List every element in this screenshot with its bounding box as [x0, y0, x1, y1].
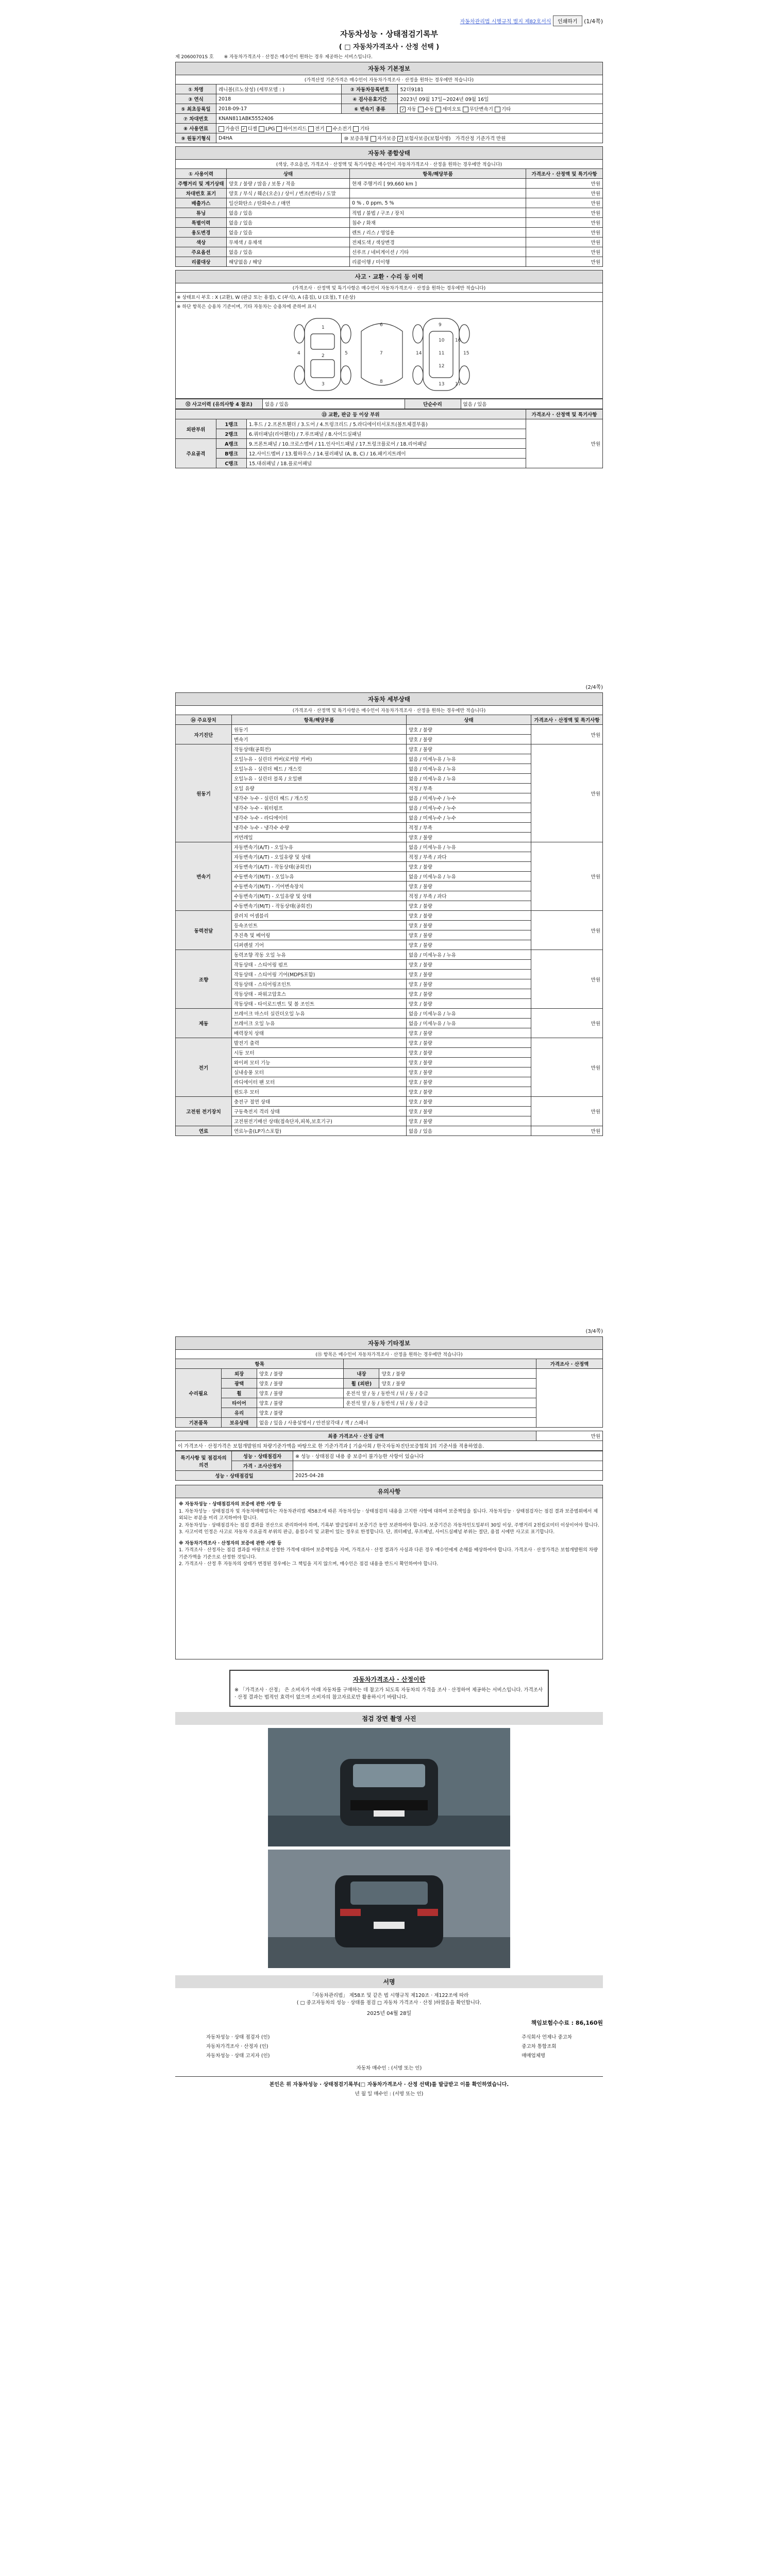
checkbox-icon[interactable]	[353, 126, 359, 132]
item-label: 수동변속기(M/T) - 기어변속장치	[232, 882, 407, 891]
table-row	[176, 1126, 603, 1136]
diagram-label: 6	[380, 323, 383, 328]
inspection-photo-front	[268, 1728, 510, 1846]
print-button[interactable]: 인쇄하기	[553, 15, 582, 26]
checkbox-icon[interactable]	[276, 126, 282, 132]
inspect-period: 2023년 09월 17일~2024년 09월 16일	[398, 94, 603, 104]
item-label: 오일누유 - 실린더 헤드 / 개스킷	[232, 764, 407, 774]
form-notice: ※ 자동차가격조사 · 산정은 매수인이 원하는 경우 제공하는 서비스입니다.	[224, 55, 373, 60]
page-number: (3/4쪽)	[585, 1329, 603, 1334]
checkbox-icon[interactable]	[418, 107, 424, 112]
item-state: 양호 / 불량	[407, 1028, 531, 1038]
checkbox-icon[interactable]: ✓	[400, 107, 406, 112]
diagram-label: 11	[439, 351, 445, 356]
item-state: 양호 / 불량	[407, 882, 531, 891]
device-label: 제동	[176, 1009, 232, 1038]
item-label: 냉각수 누수 - 워터펌프	[232, 803, 407, 813]
warranty-options: ⑩ 보증유형 자가보증 ✓ 보험사보증(보험사명) 가격산정 기준가격 만원	[342, 133, 603, 143]
item-price: 만원	[531, 725, 603, 744]
exchange-table: ⑬ 교환, 판금 등 이상 부위 가격조사 · 산정액 및 특기사항 외판부위 1랭크 1.후드 / 2.프론트휀더 / 3.도어 / 4.트렁크리드 / 5.라디에이터서포트(볼트체결부품) 만원 2랭크 6.쿼터패널(리어휀더) / 7.루프패널 / 8.사이드실패널 주요골격 A랭크 9.프론트패널 / 10.크로스멤버 / 11.인사이드패널 / 17.트렁크플로어 / 18.리어패널 B랭크 12.사이드멤버 / 13.휠하우스 / 14.필러패널 (A, B, C) / 16.패키지트레이 C랭크 15.대쉬패널 / 18.플로어패널	[175, 409, 603, 468]
item-label: 작동상태 - 스티어링조인트	[232, 979, 407, 989]
label: ⑧ 사용연료	[176, 124, 216, 133]
item-state: 양호 / 불량	[407, 940, 531, 950]
label: ④ 검사유효기간	[342, 94, 398, 104]
section-notice: 유의사항	[175, 1485, 603, 1498]
item-label: 작동상태(공회전)	[232, 744, 407, 754]
device-label: 고전원 전기장치	[176, 1097, 232, 1126]
item-state: 양호 / 불량	[407, 1048, 531, 1058]
diagram-label: 2	[322, 353, 325, 359]
car-outline-icon	[176, 311, 602, 398]
label: ⑤ 최초등록일	[176, 104, 216, 114]
checkbox-icon[interactable]	[219, 126, 224, 132]
table-row: C랭크 15.대쉬패널 / 18.플로어패널	[176, 459, 603, 468]
table-row	[176, 1097, 603, 1107]
item-label: 작동상태 - 파워고압호스	[232, 989, 407, 999]
table-row	[176, 950, 603, 960]
label: ② 자동차등록번호	[342, 84, 398, 94]
inspection-photo-rear	[268, 1850, 510, 1968]
table-row: 특별이력 없음 / 있음 침수 / 화재 만원	[176, 218, 603, 228]
car-name: 레니볼(르노삼성) (세부모델 : )	[216, 84, 342, 94]
form-number: 제 20600701S 호	[175, 55, 214, 60]
diagram-label: 9	[439, 323, 442, 328]
item-price: 만원	[531, 842, 603, 911]
price-info-box: 자동차가격조사 · 산정이란 ※ 「가격조사 · 산정」 은 소비자가 아래 자동차를 구매하는 데 참고가 되도록 자동차의 가격을 조사 · 산정하여 제공하는 서비스입니다. 가격조사 · 산정 결과는 법적인 효력이 없으며 소비자의 참고자료로만 활용하시기 바랍니다.	[229, 1670, 549, 1707]
item-label: 냉각수 누수 - 냉각수 수량	[232, 823, 407, 833]
item-state: 없음 / 미세누수 / 누수	[407, 813, 531, 823]
item-state: 양호 / 불량	[407, 921, 531, 930]
item-label: 수동변속기(M/T) - 작동상태(공회전)	[232, 901, 407, 911]
item-state: 양호 / 불량	[407, 1058, 531, 1067]
table-row: 튜닝 없음 / 있음 적법 / 불법 / 구조 / 장치 만원	[176, 208, 603, 218]
fee: 책임보험수수료 : 86,160원	[531, 2019, 603, 2026]
item-state: 양호 / 불량	[407, 862, 531, 872]
item-state: 없음 / 미세누수 / 누수	[407, 793, 531, 803]
item-label: 자동변속기(A/T) - 오일누유	[232, 842, 407, 852]
item-label: 냉각수 누수 - 실린더 헤드 / 개스킷	[232, 793, 407, 803]
item-state: 양호 / 불량	[407, 911, 531, 921]
sign-date: 2025년 04월 28일	[366, 2010, 412, 2016]
accident-legend-2: ※ 하단 항목은 승용차 기준이며, 기타 자동차는 승용차에 준하여 표시	[175, 301, 603, 311]
item-state: 적정 / 부족 / 과다	[407, 852, 531, 862]
label: ③ 연식	[176, 94, 216, 104]
item-price: 만원	[531, 1097, 603, 1126]
item-state: 없음 / 미세누유 / 누유	[407, 872, 531, 882]
diagram-label: 10	[439, 338, 445, 343]
table-row: 기본품목 보유상태 없음 / 있음 / 사용설명서 / 안전삼각대 / 잭 / 스패너	[176, 1418, 603, 1428]
item-label: 자동변속기(A/T) - 작동상태(공회전)	[232, 862, 407, 872]
table-row: 차대번호 표기 양호 / 부식 / 훼손(오손) / 상이 / 변조(변타) / 도말 만원	[176, 189, 603, 198]
item-label: 오일누유 - 실린더 블록 / 오일팬	[232, 774, 407, 784]
label: ① 차명	[176, 84, 216, 94]
table-row: 리콜대상 해당없음 / 해당 리콜이행 / 미이행 만원	[176, 257, 603, 267]
diagram-label: 14	[416, 351, 422, 356]
item-price: 만원	[531, 1009, 603, 1038]
item-state: 양호 / 불량	[407, 1107, 531, 1116]
item-state: 적정 / 부족 / 과다	[407, 891, 531, 901]
item-state: 양호 / 불량	[407, 1087, 531, 1097]
item-label: 구동축전지 격리 상태	[232, 1107, 407, 1116]
car-diagram	[175, 311, 603, 399]
etc-table: 항목 가격조사 · 산정액 수리필요 외장 양호 / 불량 내장 양호 / 불량 광택 양호 / 불량 휠 (외판) 양호 / 불량 휠 양호 / 불량 운전석 앞 / 동 / 동반석 / 뒤 / 동 / 응급 타이어 양호 / 불량 운전석 앞 / 동 / 동반석 / 뒤 / 동 / 응급 유리 양호 / 불량 기본품목 보유상태 없음 / 있음 / 사용설명서 / 안전삼각대 / 잭 / 스패너	[175, 1359, 603, 1428]
table-row	[176, 744, 603, 754]
item-label: 자동변속기(A/T) - 오일유량 및 상태	[232, 852, 407, 862]
item-state: 없음 / 미세누유 / 누유	[407, 764, 531, 774]
checkbox-icon[interactable]	[463, 107, 468, 112]
page-2	[175, 683, 603, 1136]
item-price: 만원	[531, 1038, 603, 1097]
item-price: 만원	[531, 744, 603, 842]
first-reg: 2018-09-17	[216, 104, 342, 114]
page-3: (3/4쪽) 자동차 기타정보 (⑮ 항목은 매수인이 자동차가격조사 · 산정을 원하는 경우에만 적습니다) 항목 가격조사 · 산정액 수리필요 외장 양호 / 불량 내장 양호 / 불량 광택 양호 / 불량 휠 (외판) 양호 / 불량 휠 양호 / 불량 운전석 앞 / 동 / 동반석 / 뒤 / 동 / 응급 타이어 양호 / 불량 운전석 앞 / 동 / 동반석 / 뒤 / 동 / 응급 유리 양호 / 불량 기본품목 보유상태 없음 / 있음 / 사용설명서 / 안전삼각대 / 잭 / 스패너 최종 가격조사 · 산정 금액 만원 이 가격조사 · 산정가격은 보험개발원의 차량기준가액을 바탕으로 한 기준가격과 [ 기술사회 / 한국자동차진단보증협회 ]의 기준서를 적용하였음. 특기사항 및 점검자의 의견 성능 · 상태점검자 ※ 성능 · 상태점검 내용 중 보증이 불가능한 사항이 있습니다 가격 · 조사산정자 성능 · 상태점검일 2025-04-28 유의사항 ※ 자동차성능 · 상태점검자의 보증에 관한 사항 등 1. 자동차성능 · 상태점검자 및 자동차매매업자는 자동차관리법 제58조에 따른 자동차성능 · 상태점검의 내용을 고지한 사항에 대하여 보증책임을 집니다. 자동차성능 · 상태점검자는 점검 결과 보증범위에서 제외되는 부분을 미리 고지하여야 합니다. 2. 자동차성능 · 상태점검자는 점검 결과를 전산으로 관리하여야 하며, 기록부 발급일부터 보증기간 동안 보관하여야 합니다. 보증기간은 자동차인도일부터 30일 이상, 주행거리 2천킬로미터 이상이어야 합니다. 3. 사고이력 인정은 사고로 자동차 주요골격 부위의 판금, 용접수리 및 교환이 있는 경우로 한정합니다. 단, 쿼터패널, 루프패널, 사이드실패널 부위는 절단, 용접 시에만 사고로 표기합니다. ※ 자동차가격조사 · 산정자의 보증에 관한 사항 등 1. 가격조사 · 산정자는 점검 결과를 바탕으로 산정한 가격에 대하여 보증책임을 지며, 가격조사 · 산정 결과가 사실과 다른 경우 매수인에게 손해를 배상하여야 합니다. 가격조사 · 산정가격은 보험개발원의 차량기준가액을 기준으로 산정한 것입니다. 2. 가격조사 · 산정 후 자동차의 상태가 변경된 경우에는 그 책임을 지지 않으며, 매수인은 점검 내용을 반드시 확인하여야 합니다. 자동차가격조사 · 산정이란 ※ 「가격조사 · 산정」 은 소비자가 아래 자동차를 구매하는 데 참고가 되도록 자동차의 가격을 조사 · 산정하여 제공하는 서비스입니다. 가격조사 · 산정 결과는 법적인 효력이 없으며 소비자의 참고자료로만 활용하시기 바랍니다. 점검 장면 촬영 사진 서명 「자동차관리법」 제58조 및 같은 법 시행규칙 제120조 · 제122조에 따라 ( □ 중고자동차의 성능 · 상태를 점검 □ 자동차 가격조사 · 산정 )하였음을 확인합니다. 2025년 04월 28일 책임보험수수료 : 86,160원 자동차성능 · 상태 점검자 (인) 자동차가격조사 · 산정자 (인) 자동차성능 · 상태 고지자 (인) 주식회사 언제나 중고차 중고차 통합조회 매매업체명 자동차 매수인 : (서명 또는 인) 본인은 위 자동차성능 · 상태점검기록부(□ 자동차가격조사 · 산정 선택)를 발급받고 이를 확인하였습니다. 년 월 일 매수인 : (서명 또는 인)	[175, 1327, 603, 2097]
page-number: (1/4쪽)	[584, 18, 603, 25]
table-row: 주행거리 및 계기상태 양호 / 불량 / 많음 / 보통 / 적음 현재 주행거리 [ 99,660 km ] 만원	[176, 179, 603, 189]
table-row: B랭크 12.사이드멤버 / 13.휠하우스 / 14.필러패널 (A, B, C) / 16.패키지트레이	[176, 449, 603, 459]
item-price: 만원	[531, 911, 603, 950]
item-state: 양호 / 불량	[407, 999, 531, 1009]
item-state: 없음 / 미세누수 / 누수	[407, 803, 531, 813]
col-header: 상태	[227, 169, 350, 179]
year: 2018	[216, 94, 342, 104]
item-label: 동력조향 작동 오일 누유	[232, 950, 407, 960]
diagram-label: 4	[297, 351, 300, 356]
diagram-label: 7	[380, 351, 383, 356]
page-1	[175, 15, 603, 468]
sign-section-title: 서명	[175, 1975, 603, 1988]
item-state: 양호 / 불량	[407, 960, 531, 970]
label: ⑦ 차대번호	[176, 114, 216, 124]
diagram-label: 16	[455, 338, 461, 343]
diagram-label: 17	[455, 382, 461, 387]
item-label: 커먼레일	[232, 833, 407, 842]
col-header: ① 사용이력	[176, 169, 227, 179]
page-number: (2/4쪽)	[585, 685, 603, 690]
basic-note: (가격산정 기준가격은 매수인이 자동차가격조사 · 산정을 원하는 경우에만 적습니다)	[175, 75, 603, 84]
item-state: 없음 / 미세누유 / 누유	[407, 1019, 531, 1028]
checkbox-icon[interactable]	[371, 136, 376, 142]
engine-type: D4HA	[216, 133, 342, 143]
diagram-label: 1	[322, 325, 325, 330]
detail-note: (가격조사 · 산정액 및 특기사항은 매수인이 자동차가격조사 · 산정을 원하는 경우에만 적습니다)	[175, 705, 603, 715]
diagram-label: 12	[439, 364, 445, 369]
table-row: 용도변경 없음 / 있음 렌트 / 리스 / 영업용 만원	[176, 228, 603, 238]
reg-number: 52더9181	[398, 84, 603, 94]
table-row: 유리 양호 / 불량	[176, 1408, 603, 1418]
accident-history-table: ⑫ 사고이력 (유의사항 4 참조) 없음 / 있음 단순수리 없음 / 있음	[175, 399, 603, 409]
item-state: 없음 / 미세누유 / 누유	[407, 774, 531, 784]
item-label: 작동상태 - 타이로드엔드 및 볼 조인트	[232, 999, 407, 1009]
item-state: 양호 / 불량	[407, 930, 531, 940]
photo-section-title: 점검 장면 촬영 사진	[175, 1712, 603, 1725]
item-label: 브레이크 오일 누유	[232, 1019, 407, 1028]
table-row: 타이어 양호 / 불량 운전석 앞 / 동 / 동반석 / 뒤 / 동 / 응급	[176, 1398, 603, 1408]
item-label: 연료누출(LP가스포함)	[232, 1126, 407, 1136]
table-row: 색상 무채색 / 유채색 전체도색 / 색상변경 만원	[176, 238, 603, 247]
status-note: (색상, 주요옵션, 가격조사 · 산정액 및 특기사항은 매수인이 자동차가격조사 · 산정을 원하는 경우에만 적습니다)	[175, 159, 603, 168]
item-state: 양호 / 불량	[407, 1038, 531, 1048]
detail-table: ⑭ 주요장치 항목/해당부품 상태 가격조사 · 산정액 및 특기사항 자기진단 원동기 양호 / 불량 만원 변속기 양호 / 불량 원동기 작동상태(공회전) 양호 / 불량 만원 오일누유 - 실린더 커버(로커암 커버) 없음 / 미세누유 / 누유 오일누유 - 실린더 헤드 / 개스킷 없음 / 미세누유 / 누유 오일누유 - 실린더 블록 / 오일팬 없음 / 미세누유 / 누유 오일 유량 적정 / 부족 냉각수 누수 - 실린더 헤드 / 개스킷 없음 / 미세누수 / 누수 냉각수 누수 - 워터펌프 없음 / 미세누수 / 누수 냉각수 누수 - 라디에이터 없음 / 미세누수 / 누수 냉각수 누수 - 냉각수 수량 적정 / 부족 커먼레일 양호 / 불량 변속기 자동변속기(A/T) - 오일누유 없음 / 미세누유 / 누유 만원 자동변속기(A/T) - 오일유량 및 상태 적정 / 부족 / 과다 자동변속기(A/T) - 작동상태(공회전) 양호 / 불량 수동변속기(M/T) - 오일누유 없음 / 미세누유 / 누유 수동변속기(M/T) - 기어변속장치 양호 / 불량 수동변속기(M/T) - 오일유량 및 상태 적정 / 부족 / 과다 수동변속기(M/T) - 작동상태(공회전) 양호 / 불량 동력전달 클러치 어셈블리 양호 / 불량 만원 등속조인트 양호 / 불량 추진축 및 베어링 양호 / 불량 디퍼렌셜 기어 양호 / 불량 조향 동력조향 작동 오일 누유 없음 / 미세누유 / 누유 만원 작동상태 - 스티어링 펌프 양호 / 불량 작동상태 - 스티어링 기어(MDPS포함) 양호 / 불량 작동상태 - 스티어링조인트 양호 / 불량 작동상태 - 파워고압호스 양호 / 불량 작동상태 - 타이로드엔드 및 볼 조인트 양호 / 불량 제동 브레이크 마스터 실린더오일 누유 없음 / 미세누유 / 누유 만원 브레이크 오일 누유 없음 / 미세누유 / 누유 배력장치 상태 양호 / 불량 전기 발전기 출력 양호 / 불량 만원 시동 모터 양호 / 불량 와이퍼 모터 기능 양호 / 불량 실내송풍 모터 양호 / 불량 라디에이터 팬 모터 양호 / 불량 윈도우 모터 양호 / 불량 고전원 전기장치 충전구 절연 상태 양호 / 불량 만원 구동축전지 격리 상태 양호 / 불량 고전원전기배선 상태(접속단자,피복,보호기구) 양호 / 불량 연료 연료누출(LP가스포함) 없음 / 있음 만원	[175, 715, 603, 1136]
device-label: 조향	[176, 950, 232, 1009]
item-label: 추진축 및 베어링	[232, 930, 407, 940]
item-state: 적정 / 부족	[407, 823, 531, 833]
trans-options: ✓ 자동 수동 세미오토 무단변속기 기타	[398, 104, 603, 114]
item-label: 라디에이터 팬 모터	[232, 1077, 407, 1087]
item-state: 적정 / 부족	[407, 784, 531, 793]
table-row: 주요옵션 없음 / 있음 선루프 / 네비게이션 / 기타 만원	[176, 247, 603, 257]
item-label: 브레이크 마스터 실린더오일 누유	[232, 1009, 407, 1019]
car-photo-icon	[268, 1728, 510, 1846]
form-title: 자동차성능 · 상태점검기록부	[340, 29, 439, 39]
section-basic: 자동차 기본정보	[175, 62, 603, 75]
etc-note: (⑮ 항목은 매수인이 자동차가격조사 · 산정을 원하는 경우에만 적습니다)	[175, 1349, 603, 1359]
item-label: 냉각수 누수 - 라디에이터	[232, 813, 407, 823]
form-subtitle: ( □ 자동차가격조사 · 산정 선택 )	[339, 43, 440, 51]
item-state: 양호 / 불량	[407, 725, 531, 735]
label: ⑥ 변속기 종류	[342, 104, 398, 114]
item-state: 없음 / 미세누유 / 누유	[407, 950, 531, 960]
checkbox-icon[interactable]	[326, 126, 332, 132]
device-label: 변속기	[176, 842, 232, 911]
diagram-label: 5	[345, 351, 348, 356]
item-label: 수동변속기(M/T) - 오일유량 및 상태	[232, 891, 407, 901]
signers: 자동차성능 · 상태 점검자 (인) 자동차가격조사 · 산정자 (인) 자동차성능 · 상태 고지자 (인) 주식회사 언제나 중고차 중고차 통합조회 매매업체명	[206, 2034, 572, 2059]
item-state: 양호 / 불량	[407, 901, 531, 911]
device-label: 전기	[176, 1038, 232, 1097]
status-table	[175, 168, 603, 267]
table-row	[176, 1009, 603, 1019]
item-state: 없음 / 있음	[407, 1126, 531, 1136]
diagram-label: 3	[322, 382, 325, 387]
checkbox-icon[interactable]	[308, 126, 314, 132]
table-row: 배출가스 일산화탄소 / 탄화수소 / 매연 0 % , 0 ppm, 5 % 만원	[176, 198, 603, 208]
table-row	[176, 725, 603, 735]
item-price: 만원	[531, 950, 603, 1009]
item-state: 양호 / 불량	[407, 1067, 531, 1077]
item-label: 오일누유 - 실린더 커버(로커암 커버)	[232, 754, 407, 764]
table-row: 2랭크 6.쿼터패널(리어휀더) / 7.루프패널 / 8.사이드실패널	[176, 429, 603, 439]
fuel-options: 가솔린 ✓ 디젤 LPG 하이브리드 전기 수소전기 기타	[216, 124, 603, 133]
item-state: 양호 / 불량	[407, 1097, 531, 1107]
item-label: 등속조인트	[232, 921, 407, 930]
accident-legend: ※ 상태표시 부호 : X (교환), W (판금 또는 용접), C (부식), A (흠집), U (요철), T (손상)	[175, 292, 603, 301]
diagram-label: 15	[463, 351, 469, 356]
item-state: 양호 / 불량	[407, 979, 531, 989]
checkbox-icon[interactable]	[259, 126, 264, 132]
section-status: 자동차 종합상태	[175, 146, 603, 159]
diagram-label: 13	[439, 382, 445, 387]
item-label: 발전기 출력	[232, 1038, 407, 1048]
checkbox-icon[interactable]	[435, 107, 441, 112]
item-label: 고전원전기배선 상태(접속단자,피복,보호기구)	[232, 1116, 407, 1126]
special-table: 특기사항 및 점검자의 의견 성능 · 상태점검자 ※ 성능 · 상태점검 내용 중 보증이 불가능한 사항이 있습니다 가격 · 조사산정자 성능 · 상태점검일 2025-04-28	[175, 1451, 603, 1481]
car-photo-icon	[268, 1850, 510, 1968]
item-state: 양호 / 불량	[407, 744, 531, 754]
device-label: 연료	[176, 1126, 232, 1136]
item-state: 양호 / 불량	[407, 1077, 531, 1087]
item-label: 디퍼렌셜 기어	[232, 940, 407, 950]
item-label: 작동상태 - 스티어링 펌프	[232, 960, 407, 970]
item-label: 시동 모터	[232, 1048, 407, 1058]
section-etc: 자동차 기타정보	[175, 1336, 603, 1349]
table-row	[176, 911, 603, 921]
checkbox-icon[interactable]: ✓	[241, 126, 247, 132]
item-state: 양호 / 불량	[407, 970, 531, 979]
vin: KNAN811ABK5552406	[216, 114, 603, 124]
basic-table	[175, 84, 603, 143]
table-row	[176, 842, 603, 852]
item-state: 양호 / 불량	[407, 833, 531, 842]
item-label: 배력장치 상태	[232, 1028, 407, 1038]
device-label: 자기진단	[176, 725, 232, 744]
accident-note: (가격조사 · 산정액 및 특기사항은 매수인이 자동차가격조사 · 산정을 원하는 경우에만 적습니다)	[175, 283, 603, 292]
item-label: 작동상태 - 스티어링 기어(MDPS포함)	[232, 970, 407, 979]
item-label: 윈도우 모터	[232, 1087, 407, 1097]
footer-confirm: 본인은 위 자동차성능 · 상태점검기록부(□ 자동차가격조사 · 산정 선택)를 발급받고 이를 확인하였습니다.	[175, 2076, 603, 2088]
table-row: 외판부위 1랭크 1.후드 / 2.프론트휀더 / 3.도어 / 4.트렁크리드 / 5.라디에이터서포트(볼트체결부품) 만원	[176, 419, 603, 429]
item-label: 클러치 어셈블리	[232, 911, 407, 921]
col-header: 가격조사 · 산정액 및 특기사항	[526, 169, 603, 179]
checkbox-icon[interactable]	[495, 107, 500, 112]
diagram-label: 8	[380, 379, 383, 384]
item-label: 실내송풍 모터	[232, 1067, 407, 1077]
checkbox-icon[interactable]: ✓	[397, 136, 403, 142]
item-state: 없음 / 미세누유 / 누유	[407, 754, 531, 764]
device-label: 원동기	[176, 744, 232, 842]
item-label: 오일 유량	[232, 784, 407, 793]
section-detail: 자동차 세부상태	[175, 692, 603, 705]
item-state: 양호 / 불량	[407, 1116, 531, 1126]
item-state: 없음 / 미세누유 / 누유	[407, 1009, 531, 1019]
label: ⑨ 원동기형식	[176, 133, 216, 143]
col-header: 항목/해당부품	[350, 169, 526, 179]
section-accident: 사고 · 교환 · 수리 등 이력	[175, 270, 603, 283]
item-label: 원동기	[232, 725, 407, 735]
final-table: 최종 가격조사 · 산정 금액 만원 이 가격조사 · 산정가격은 보험개발원의 차량기준가액을 바탕으로 한 기준가격과 [ 기술사회 / 한국자동차진단보증협회 ]의 기준서를 적용하였음.	[175, 1431, 603, 1451]
table-row: 휠 양호 / 불량 운전석 앞 / 동 / 동반석 / 뒤 / 동 / 응급	[176, 1388, 603, 1398]
table-row: 광택 양호 / 불량 휠 (외판) 양호 / 불량	[176, 1379, 603, 1388]
item-state: 없음 / 미세누유 / 누유	[407, 842, 531, 852]
item-state: 양호 / 불량	[407, 735, 531, 744]
law-link[interactable]: 자동차관리법 시행규칙 별지 제82호서식	[460, 19, 551, 25]
item-price: 만원	[531, 1126, 603, 1136]
item-label: 충전구 절연 상태	[232, 1097, 407, 1107]
item-label: 수동변속기(M/T) - 오일누유	[232, 872, 407, 882]
table-row: 수리필요 외장 양호 / 불량 내장 양호 / 불량	[176, 1369, 603, 1379]
item-label: 와이퍼 모터 기능	[232, 1058, 407, 1067]
device-label: 동력전달	[176, 911, 232, 950]
item-state: 양호 / 불량	[407, 989, 531, 999]
table-row: 주요골격 A랭크 9.프론트패널 / 10.크로스멤버 / 11.인사이드패널 / 17.트렁크플로어 / 18.리어패널	[176, 439, 603, 449]
item-label: 변속기	[232, 735, 407, 744]
notice-box: ※ 자동차성능 · 상태점검자의 보증에 관한 사항 등 1. 자동차성능 · 상태점검자 및 자동차매매업자는 자동차관리법 제58조에 따른 자동차성능 · 상태점검의 내용을 고지한 사항에 대하여 보증책임을 집니다. 자동차성능 · 상태점검자는 점검 결과 보증범위에서 제외되는 부분을 미리 고지하여야 합니다. 2. 자동차성능 · 상태점검자는 점검 결과를 전산으로 관리하여야 하며, 기록부 발급일부터 보증기간 동안 보관하여야 합니다. 보증기간은 자동차인도일부터 30일 이상, 주행거리 2천킬로미터 이상이어야 합니다. 3. 사고이력 인정은 사고로 자동차 주요골격 부위의 판금, 용접수리 및 교환이 있는 경우로 한정합니다. 단, 쿼터패널, 루프패널, 사이드실패널 부위는 절단, 용접 시에만 사고로 표기합니다. ※ 자동차가격조사 · 산정자의 보증에 관한 사항 등 1. 가격조사 · 산정자는 점검 결과를 바탕으로 산정한 가격에 대하여 보증책임을 지며, 가격조사 · 산정 결과가 사실과 다른 경우 매수인에게 손해를 배상하여야 합니다. 가격조사 · 산정가격은 보험개발원의 차량기준가액을 기준으로 산정한 것입니다. 2. 가격조사 · 산정 후 자동차의 상태가 변경된 경우에는 그 책임을 지지 않으며, 매수인은 점검 내용을 반드시 확인하여야 합니다.	[175, 1498, 603, 1659]
table-row	[176, 1038, 603, 1048]
